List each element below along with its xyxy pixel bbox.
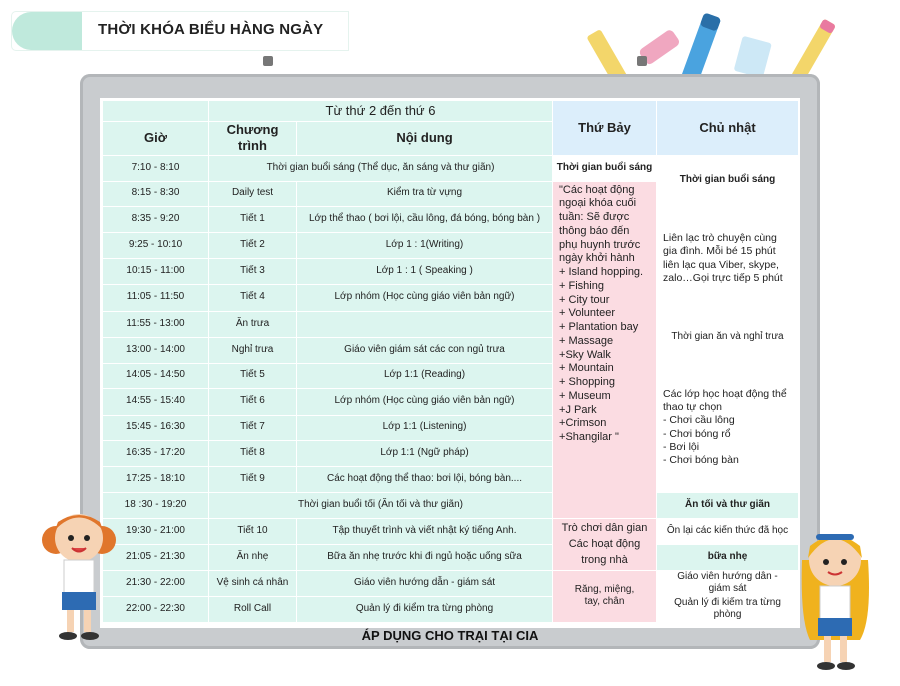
content-cell: Bữa ăn nhẹ trước khi đi ngủ hoặc uống sữa	[297, 544, 553, 570]
content-cell: Lớp 1:1 (Ngữ pháp)	[297, 440, 553, 466]
content-cell: Lớp thể thao ( bơi lội, cầu lông, đá bóng, bóng bàn )	[297, 206, 553, 232]
content-cell	[297, 311, 553, 337]
header-blank	[103, 101, 209, 122]
content-cell: Tập thuyết trình và viết nhật ký tiếng Anh.	[297, 518, 553, 544]
activity-item: +J Park	[559, 403, 597, 416]
activity-item: + Fishing	[559, 279, 604, 292]
time-cell: 16:35 - 17:20	[103, 440, 209, 466]
sunday-morning: Thời gian buổi sáng	[657, 155, 799, 206]
content-cell: Lớp nhóm (Học cùng giáo viên bản ngữ)	[297, 284, 553, 311]
program-header: Chương trình	[209, 122, 297, 156]
content-cell: Lớp nhóm (Học cùng giáo viên bản ngữ)	[297, 388, 553, 415]
saturday-activities-intro: "Các hoạt động ngoại khóa cuối tuần: Sẽ được thông báo đến phụ huynh trước ngày khởi hành	[559, 183, 641, 265]
table-row	[103, 544, 799, 570]
banner-decoration	[12, 12, 82, 50]
program-cell: Tiết 8	[209, 440, 297, 466]
table-row	[103, 311, 799, 337]
table-row	[103, 363, 799, 388]
program-cell: Tiết 5	[209, 363, 297, 388]
content-cell: Lớp 1:1 (Reading)	[297, 363, 553, 388]
program-cell: Roll Call	[209, 596, 297, 622]
time-cell: 14:05 - 14:50	[103, 363, 209, 388]
sport-item: - Chơi bóng bàn	[663, 453, 739, 466]
girl-illustration	[34, 500, 124, 650]
sport-item: - Bơi lội	[663, 440, 700, 453]
activity-item: + City tour	[559, 293, 610, 306]
sunday-snack: bữa nhẹ	[657, 544, 799, 570]
time-cell: 15:45 - 16:30	[103, 415, 209, 440]
sport-item: - Chơi cầu lông	[663, 414, 735, 427]
time-cell: 7:10 - 8:10	[103, 155, 209, 181]
sport-item: - Chơi bóng rổ	[663, 427, 731, 440]
weekday-range-header: Từ thứ 2 đến thứ 6	[209, 101, 553, 122]
sunday-guide: Giáo viên hướng dẫn - giám sát	[657, 570, 799, 596]
program-cell: Tiết 10	[209, 518, 297, 544]
table-row	[103, 570, 799, 596]
content-cell: Kiểm tra từ vựng	[297, 181, 553, 206]
saturday-evening	[553, 518, 657, 570]
time-cell: 14:55 - 15:40	[103, 388, 209, 415]
program-cell: Ăn trưa	[209, 311, 297, 337]
time-cell: 17:25 - 18:10	[103, 466, 209, 492]
saturday-header: Thứ Bảy	[553, 101, 657, 156]
content-cell: Giáo viên giám sát các con ngủ trưa	[297, 337, 553, 363]
program-cell: Tiết 9	[209, 466, 297, 492]
time-cell: 8:35 - 9:20	[103, 206, 209, 232]
activity-item: + Museum	[559, 389, 611, 402]
time-cell: 8:15 - 8:30	[103, 181, 209, 206]
sunday-review: Ôn lại các kiến thức đã học	[657, 518, 799, 544]
time-cell: 21:05 - 21:30	[103, 544, 209, 570]
content-cell: Giáo viên hướng dẫn - giám sát	[297, 570, 553, 596]
sunday-rollcall: Quản lý đi kiểm tra từng phòng	[657, 596, 799, 622]
saturday-evening-line: Trò chơi dân gian	[561, 522, 648, 534]
program-cell: Tiết 6	[209, 388, 297, 415]
content-cell: Lớp 1:1 (Listening)	[297, 415, 553, 440]
time-cell: 22:00 - 22:30	[103, 596, 209, 622]
activity-item: + Shopping	[559, 376, 615, 388]
table-row	[103, 518, 799, 544]
program-cell: Nghỉ trưa	[209, 337, 297, 363]
content-cell: Thời gian buổi sáng (Thể dục, ăn sáng và thư giãn)	[209, 155, 553, 181]
activity-item: + Plantation bay	[559, 321, 639, 333]
sunday-call: Liên lạc trò chuyện cùng gia đình. Mỗi bé 15 phút liên lạc qua Viber, skype, zalo…Gọi trực tiếp 5 phút	[657, 206, 799, 311]
activity-item: + Massage	[559, 334, 614, 347]
time-cell: 11:05 - 11:50	[103, 284, 209, 311]
time-cell: 10:15 - 11:00	[103, 258, 209, 284]
content-cell: Thời gian buổi tối (Ăn tối và thư giãn)	[209, 492, 553, 518]
schedule-table	[102, 100, 799, 623]
activity-item: +Sky Walk	[559, 348, 611, 361]
table-row	[103, 596, 799, 622]
content-cell: Lớp 1 : 1(Writing)	[297, 232, 553, 258]
activity-item: +Crimson	[559, 417, 607, 430]
sunday-header: Chủ nhật	[657, 101, 799, 156]
time-cell: 13:00 - 14:00	[103, 337, 209, 363]
board-clip-icon	[637, 56, 647, 66]
saturday-morning: Thời gian buổi sáng	[553, 155, 657, 181]
table-row	[103, 155, 799, 181]
program-cell: Vệ sinh cá nhân	[209, 570, 297, 596]
time-header: Giờ	[103, 122, 209, 156]
time-cell: 9:25 - 10:10	[103, 232, 209, 258]
program-cell: Tiết 4	[209, 284, 297, 311]
program-cell: Daily test	[209, 181, 297, 206]
activity-item: + Volunteer	[559, 307, 615, 320]
saturday-evening-line: Các hoạt động trong nhà	[568, 538, 641, 566]
time-cell: 11:55 - 13:00	[103, 311, 209, 337]
content-cell: Quản lý đi kiểm tra từng phòng	[297, 596, 553, 622]
sunday-afternoon-intro: Các lớp học hoạt động thể thao tự chọn	[663, 388, 787, 414]
program-cell: Tiết 2	[209, 232, 297, 258]
time-cell: 18 :30 - 19:20	[103, 492, 209, 518]
saturday-hygiene: Răng, miệng, tay, chân	[553, 570, 657, 622]
girl-illustration	[780, 520, 890, 685]
program-cell: Tiết 1	[209, 206, 297, 232]
time-cell: 21:30 - 22:00	[103, 570, 209, 596]
activity-item: + Island hopping.	[559, 266, 644, 278]
table-row	[103, 492, 799, 518]
sunday-lunch: Thời gian ăn và nghỉ trưa	[657, 311, 799, 363]
footer-note: ÁP DỤNG CHO TRẠI TẠI CIA	[361, 628, 539, 643]
program-cell: Ăn nhẹ	[209, 544, 297, 570]
sunday-afternoon	[657, 363, 799, 492]
content-cell: Lớp 1 : 1 ( Speaking )	[297, 258, 553, 284]
program-cell: Tiết 7	[209, 415, 297, 440]
content-header: Nội dung	[297, 122, 553, 156]
time-cell: 19:30 - 21:00	[103, 518, 209, 544]
activity-item: + Mountain	[559, 362, 614, 375]
saturday-activities	[553, 181, 657, 518]
content-cell: Các hoạt động thể thao: bơi lội, bóng bàn....	[297, 466, 553, 492]
table-row	[103, 206, 799, 232]
sunday-dinner: Ăn tối và thư giãn	[657, 492, 799, 518]
board-clip-icon	[263, 56, 273, 66]
page-title: THỜI KHÓA BIỂU HÀNG NGÀY	[98, 21, 324, 38]
program-cell: Tiết 3	[209, 258, 297, 284]
activity-item: +Shangilar "	[559, 431, 619, 443]
